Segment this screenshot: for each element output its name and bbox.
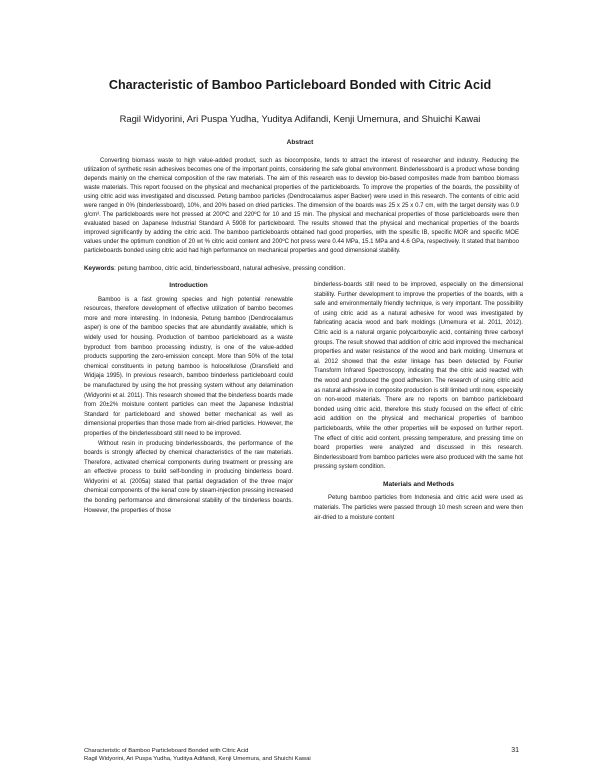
author-list: Ragil Widyorini, Ari Puspa Yudha, Yuditya Adifandi, Kenji Umemura, and Shuichi Kawai — [119, 113, 481, 124]
materials-paragraph-1: Petung bamboo particles from Indonesia and citric acid were used as materials. The particles were passed through 10 mesh screen and were then air-dried to a moisture content — [314, 495, 523, 521]
keywords-text: : petung bamboo, citric acid, binderlessboard, natural adhesive, pressing condition. — [114, 265, 346, 272]
footer-authors: Ragil Widyorini, Ari Puspa Yudha, Yuditya Adifandi, Kenji Umemura, and Shuichi Kawai — [84, 756, 311, 763]
intro-paragraph-2: Without resin in producing binderlessboards, the performance of the boards is strongly affected by chemical characteristics of the raw materials. Therefore, activated chemical components during treatment or pressing are an effective process to build self-bonding in producing binderless board. Widyorini et al. (2005a) stated that partial degradation of the three major chemical components of the kenaf core by steam-injection pressing increased the bonding performance and dimensional stability of the binderless boards. However, the properties of those — [84, 440, 293, 514]
keywords-label: Keywords — [84, 265, 115, 272]
materials-heading: Materials and Methods — [382, 480, 455, 488]
page-number: 31 — [511, 747, 519, 754]
intro-paragraph-3: binderless-boards still need to be improved, especially on the dimensional stability. Further development to improve the properties of the boards, with a safe and environmentally friendly technique, is very important. The possibility of using citric acid as a natural adhesive for wood was investigated by fabricating acacia wood and bark moldings (Umemura et al. 2011, 2012). Citric acid is a natural organic polycarboxylic acid, containing three carboxyl groups. The result showed that addition of citric acid improved the mechanical properties and water resistance of the wood and bark molding. Umemura et al. 2012 showed that the ester linkage has been detected by Fourier Transform Infrared Spectroscopy, indicating that the citric acid reacted with the wood and produced the good adhesion. The research of using citric acid as natural adhesive in composite production is still limited until now, especially on non-wood materials. There are no reports on bamboo particleboard bonded using citric acid, therefore this study focused on the effect of citric acid addition on the physical and mechanical properties of bamboo particleboards, while the other properties will be exposed on further report. The effect of citric acid content, pressing temperature, and pressing time on board properties were analyzed and discussed in this research. Binderlessboard from bamboo particles were also produced with the same hot pressing system condition. — [314, 282, 523, 471]
page-footer — [84, 747, 519, 764]
keywords — [84, 264, 519, 273]
abstract-heading: Abstract — [286, 139, 314, 146]
abstract-text: Converting biomass waste to high value-added product, such as biocomposite, tends to attract the interest of researcher and industry. Reducing the utilization of synthetic resin adhesives becomes one of the important points, considering the safe global environment. Binderlessboard is a product whose bonding depends mainly on the chemical composition of the raw materials. The aim of this research was to develop bio-based composites made from bamboo biomass waste materials. This report focused on the physical and mechanical properties of the particleboards. To improve the properties of the boards, the possibility of using citric acid was investigated and discussed. Petung bamboo particles (Dendrocalamus asper Backer) were used in this research. The contents of citric acid were ranged in 0% (binderlessboard), 10%, and 20% based on dried particles. The dimension of the boards was 25 x 25 x 0.7 cm, with the target density was 0.9 g/cm³. The particleboards were hot pressed at 200ºC and 220ºC for 10 and 15 min. The physical and mechanical properties of those particleboards were then evaluated based on Japanese Industrial Standard A 5908 for particleboard. The results showed that the physical and mechanical properties of the boards improved significantly by adding the citric acid. The bamboo particleboards obtained had good properties, with the spesific IB, specific MOR and specific MOE values under the optimum condition of 20 wt % citric acid content and 200ºC hot press were 0.44 MPa, 15.1 MPa and 4.6 GPa, respectively. It stated that bamboo particleboards bonded using citric acid had high performance on mechanical properties and good dimensional stability. — [84, 158, 519, 255]
introduction-heading: Introduction — [169, 282, 208, 289]
intro-paragraph-1: Bamboo is a fast growing species and high potential renewable resources, therefore development of effective utilization of bambo becomes more and more interesting. In Indonesia, Petung bamboo (Dendrocalamus asper) is one of the bamboo species that are abundantly available, which is widely used for housing. Production of bamboo particleboard as a waste byproduct from bamboo processing industry, is one of the value-added products supporting the zero-emission concept. More than 50% of the total chemical constituents in petung bamboo is holocellulose (Dransfield and Widjaja 1995). In previous research, bamboo binderless particleboard could be manufactured by using the hot pressing system without any delamination (Widyorini et al. 2011). This research showed that the binderless boards made from 20±2% moisture content particles can meet the Japanese Industrial Standard for particleboard and showed better mechanical as well as dimensional properties than those made from air-dried particles. However, the properties of the binderlessboard still need to be improved. — [84, 296, 293, 437]
right-column — [314, 281, 523, 523]
left-column — [84, 281, 293, 516]
footer-title: Characteristic of Bamboo Particleboard Bonded with Citric Acid — [84, 748, 249, 754]
paper-title: Characteristic of Bamboo Particleboard Bonded with Citric Acid — [108, 78, 492, 92]
